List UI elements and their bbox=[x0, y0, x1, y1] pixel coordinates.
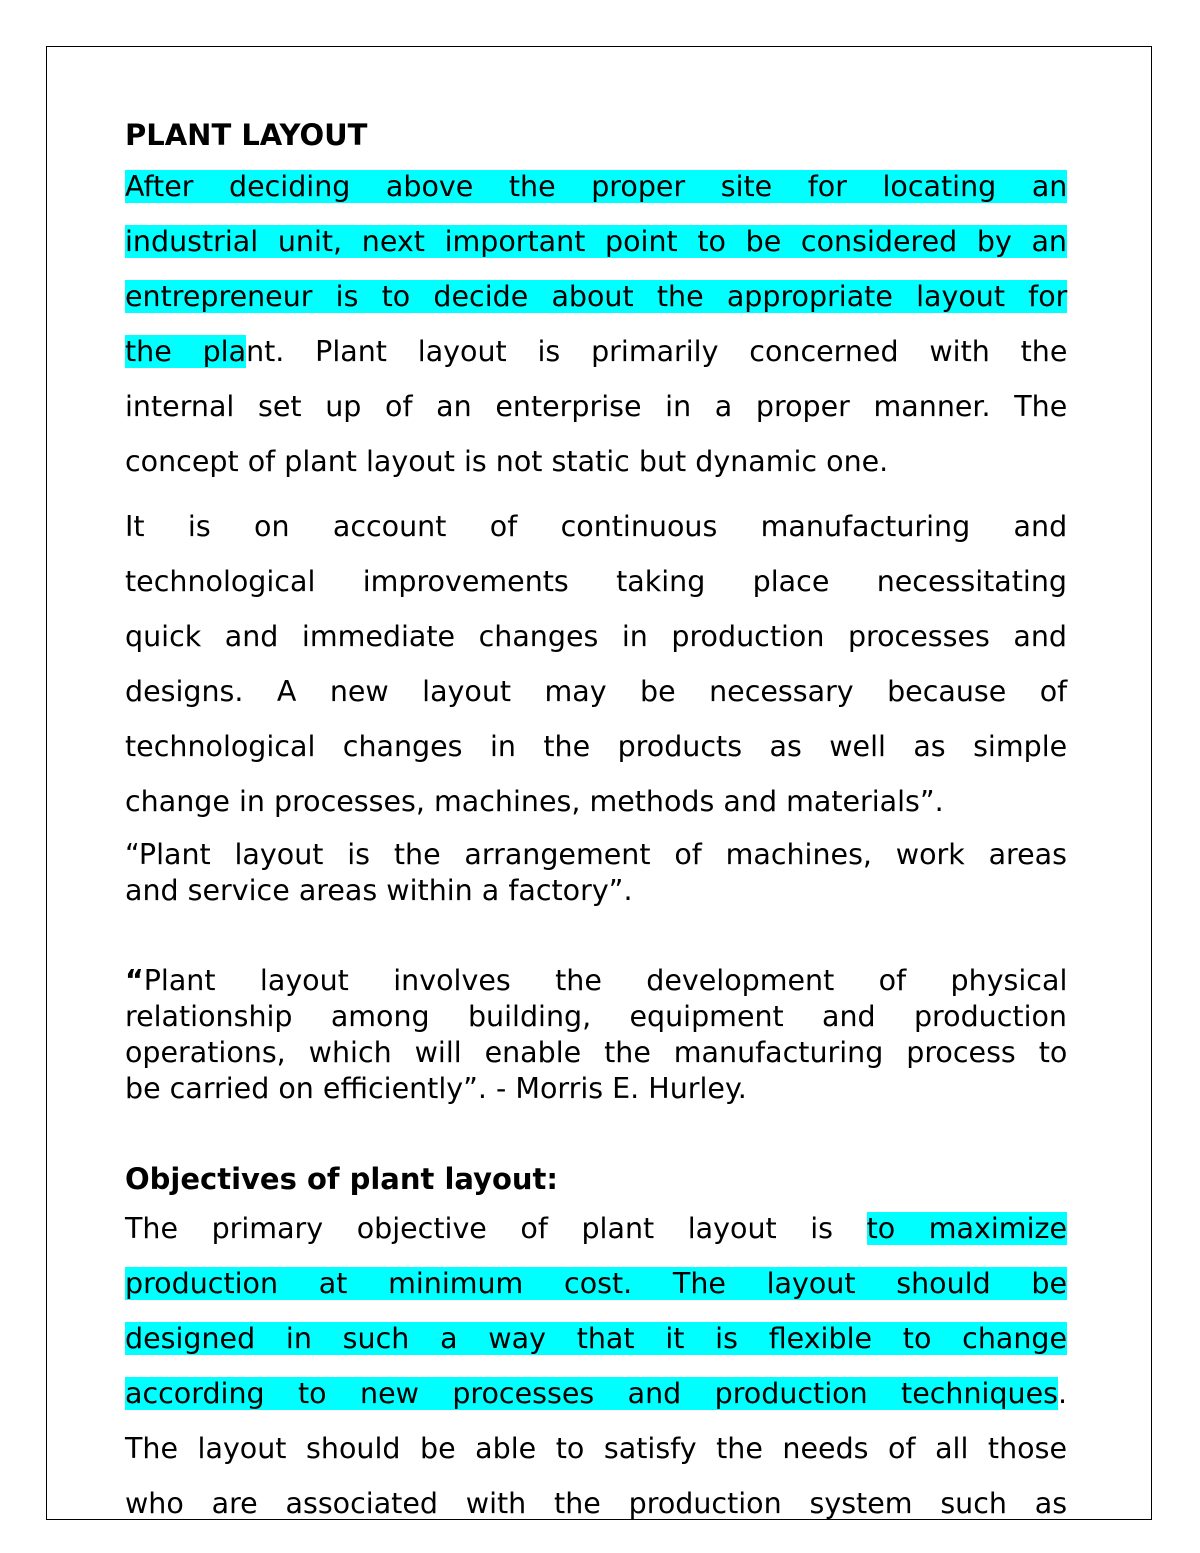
text-line: technological changes in the products as well as simple bbox=[125, 730, 1068, 763]
text-line: change in processes, machines, methods and materials”. bbox=[125, 785, 944, 818]
quote-definition-2 bbox=[125, 963, 1067, 1107]
text-line: be carried on efficiently”. - Morris E. Hurley. bbox=[125, 1072, 747, 1105]
text-line: quick and immediate changes in production processes and bbox=[125, 620, 1067, 653]
text-line: technological improvements taking place necessitating bbox=[125, 565, 1067, 598]
highlighted-text: the pla bbox=[125, 335, 247, 368]
paragraph-intro bbox=[125, 159, 1067, 489]
plain-text: . bbox=[1058, 1377, 1068, 1410]
text-line: designs. A new layout may be necessary because of bbox=[125, 675, 1068, 708]
text-line bbox=[125, 269, 1067, 324]
text-line bbox=[125, 159, 1067, 214]
text-line bbox=[125, 1201, 1067, 1256]
text-line: “Plant layout is the arrangement of machines, work areas bbox=[125, 838, 1067, 871]
text-line bbox=[125, 324, 1067, 379]
plain-text: nt. Plant layout is primarily concerned with the bbox=[246, 335, 1068, 368]
text-line bbox=[125, 1311, 1067, 1366]
plain-text: Plant layout involves the development of physical bbox=[143, 964, 1068, 997]
highlighted-text: to maximize bbox=[866, 1212, 1067, 1245]
page-frame bbox=[46, 46, 1152, 1520]
highlighted-text: according to new processes and production techniques bbox=[125, 1377, 1059, 1410]
text-line bbox=[125, 214, 1067, 269]
quote-definition-1 bbox=[125, 837, 1067, 909]
text-line: relationship among building, equipment and production bbox=[125, 1000, 1067, 1033]
section-title-objectives: Objectives of plant layout: bbox=[125, 1162, 559, 1196]
text-line bbox=[125, 434, 1067, 489]
paragraph-objectives bbox=[125, 1201, 1067, 1520]
text-line bbox=[125, 1256, 1067, 1311]
highlighted-text: designed in such a way that it is flexible to change bbox=[125, 1322, 1068, 1355]
plain-text: concept of plant layout is not static but dynamic one. bbox=[125, 445, 889, 478]
opening-quote-mark: “ bbox=[125, 964, 144, 997]
text-line bbox=[125, 963, 1067, 999]
plain-text: The layout should be able to satisfy the needs of all those bbox=[125, 1432, 1067, 1465]
highlighted-text: production at minimum cost. The layout should be bbox=[125, 1267, 1067, 1300]
text-line bbox=[125, 1421, 1067, 1476]
highlighted-text: entrepreneur is to decide about the appropriate layout for bbox=[125, 280, 1068, 313]
plain-text: who are associated with the production system such as bbox=[125, 1487, 1068, 1520]
text-line bbox=[125, 1366, 1067, 1421]
text-line: It is on account of continuous manufacturing and bbox=[125, 510, 1068, 543]
text-line bbox=[125, 1476, 1067, 1520]
plain-text: The primary objective of plant layout is bbox=[125, 1212, 867, 1245]
section-title-plant-layout: PLANT LAYOUT bbox=[125, 118, 368, 152]
text-line: and service areas within a factory”. bbox=[125, 874, 633, 907]
highlighted-text: industrial unit, next important point to be considered by an bbox=[125, 225, 1067, 258]
paragraph-continuous-changes bbox=[125, 499, 1067, 829]
text-line bbox=[125, 379, 1067, 434]
plain-text: internal set up of an enterprise in a proper manner. The bbox=[125, 390, 1068, 423]
text-line: operations, which will enable the manufacturing process to bbox=[125, 1036, 1068, 1069]
highlighted-text: After deciding above the proper site for locating an bbox=[125, 170, 1068, 203]
